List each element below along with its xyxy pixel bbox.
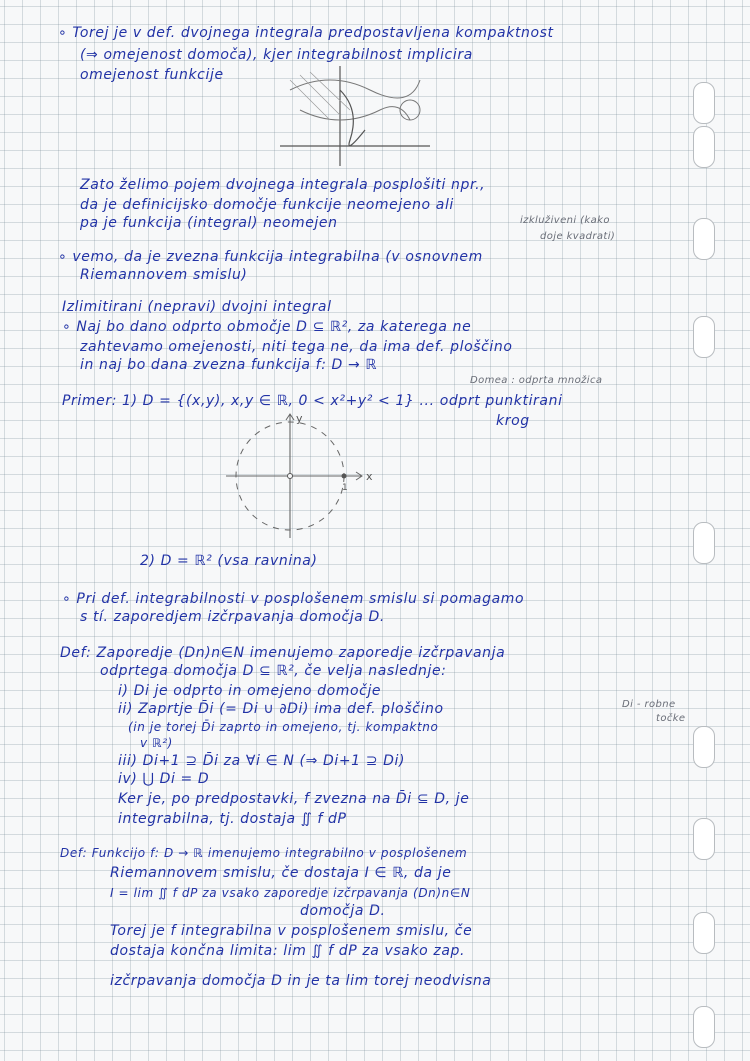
binder-hole	[693, 726, 715, 768]
note-line: pa je funkcija (integral) neomejen	[80, 215, 338, 231]
definition-line: integrabilna, tj. dostaja ∬ f dP	[118, 811, 347, 827]
definition-line: i) Di je odprto in omejeno domočje	[118, 683, 382, 699]
pencil-note: doje kvadrati)	[540, 231, 616, 242]
binder-hole	[693, 218, 715, 260]
binder-hole	[693, 82, 715, 124]
tick-one-label: 1	[342, 483, 348, 493]
definition-line: Ker je, po predpostavki, f zvezna na D̄i ⊆ D, je	[118, 791, 470, 807]
example-line: 2) D = ℝ² (vsa ravnina)	[140, 553, 318, 569]
definition-line: izčrpavanja domočja D in je ta lim torej neodvisna	[110, 973, 492, 989]
definition-line: odprtega domočja D ⊆ ℝ², če velja naslednje:	[100, 663, 447, 679]
note-line: in naj bo dana zvezna funkcija f: D → ℝ	[80, 357, 378, 373]
note-line: ∘ Naj bo dano odprto območje D ⊆ ℝ², za katerega ne	[62, 319, 472, 335]
definition-line: domočja D.	[300, 903, 386, 919]
note-line: zahtevamo omejenosti, niti tega ne, da ima def. ploščino	[80, 339, 513, 355]
definition-line: ii) Zaprtje D̄i (= Di ∪ ∂Di) ima def. ploščino	[118, 701, 444, 717]
unbounded-domain-sketch	[270, 60, 440, 170]
binder-hole	[693, 316, 715, 358]
note-line: da je definicijsko domočje funkcije neomejeno ali	[80, 197, 454, 213]
definition-line: dostaja končna limita: lim ∬ f dP za vsako zap.	[110, 943, 466, 959]
binder-hole	[693, 912, 715, 954]
definition-line: Def: Funkcijo f: D → ℝ imenujemo integrabilno v posplošenem	[60, 846, 468, 860]
binder-hole	[693, 126, 715, 168]
axis-x-label: x	[366, 470, 373, 483]
definition-line: v ℝ²)	[140, 736, 173, 750]
definition-line: iii) Di+1 ⊇ D̄i za ∀i ∈ N (⇒ Di+1 ⊇ Di)	[118, 753, 406, 769]
definition-line: Def: Zaporedje (Dn)n∈N imenujemo zaporedje izčrpavanja	[60, 645, 506, 661]
section-title: Izlimitirani (nepravi) dvojni integral	[62, 299, 332, 315]
note-line: Zato želimo pojem dvojnega integrala posplošiti npr.,	[80, 177, 486, 193]
pencil-note: Domeа : odprta množica	[470, 375, 603, 386]
pencil-note: točke	[656, 713, 686, 724]
binder-hole	[693, 818, 715, 860]
punctured-disk-sketch	[226, 410, 386, 540]
pencil-note: izkluživeni (kako	[520, 215, 610, 226]
note-line: Riemannovem smislu)	[80, 267, 248, 283]
definition-line: (in je torej D̄i zaprto in omejeno, tj. kompaktno	[128, 720, 439, 734]
pencil-note: Di - robne	[622, 699, 676, 710]
definition-line: iv) ⋃ Di = D	[118, 771, 210, 787]
definition-line: Torej je f integrabilna v posplošenem smislu, če	[110, 923, 473, 939]
note-line: omejenost funkcije	[80, 67, 224, 83]
example-line: krog	[496, 413, 530, 429]
note-line: s tí. zaporedjem izčrpavanja domočja D.	[80, 609, 385, 625]
binder-hole	[693, 1006, 715, 1048]
note-line: (⇒ omejenost domoča), kjer integrabilnost implicira	[80, 47, 473, 63]
definition-line: I = lim ∬ f dP za vsako zaporedje izčrpavanja (Dn)n∈N	[110, 886, 471, 900]
note-line: ∘ Torej je v def. dvojnega integrala predpostavljena kompaktnost	[58, 25, 554, 41]
note-line: ∘ Pri def. integrabilnosti v posplošenem smislu si pomagamo	[62, 591, 525, 607]
note-line: ∘ vemo, da je zvezna funkcija integrabilna (v osnovnem	[58, 249, 483, 265]
definition-line: Riemannovem smislu, če dostaja I ∈ ℝ, da je	[110, 865, 452, 881]
axis-y-label: y	[296, 412, 303, 425]
binder-hole	[693, 522, 715, 564]
example-line: Primer: 1) D = {(x,y), x,y ∈ ℝ, 0 < x²+y² < 1} ... odprt punktirani	[62, 393, 563, 409]
